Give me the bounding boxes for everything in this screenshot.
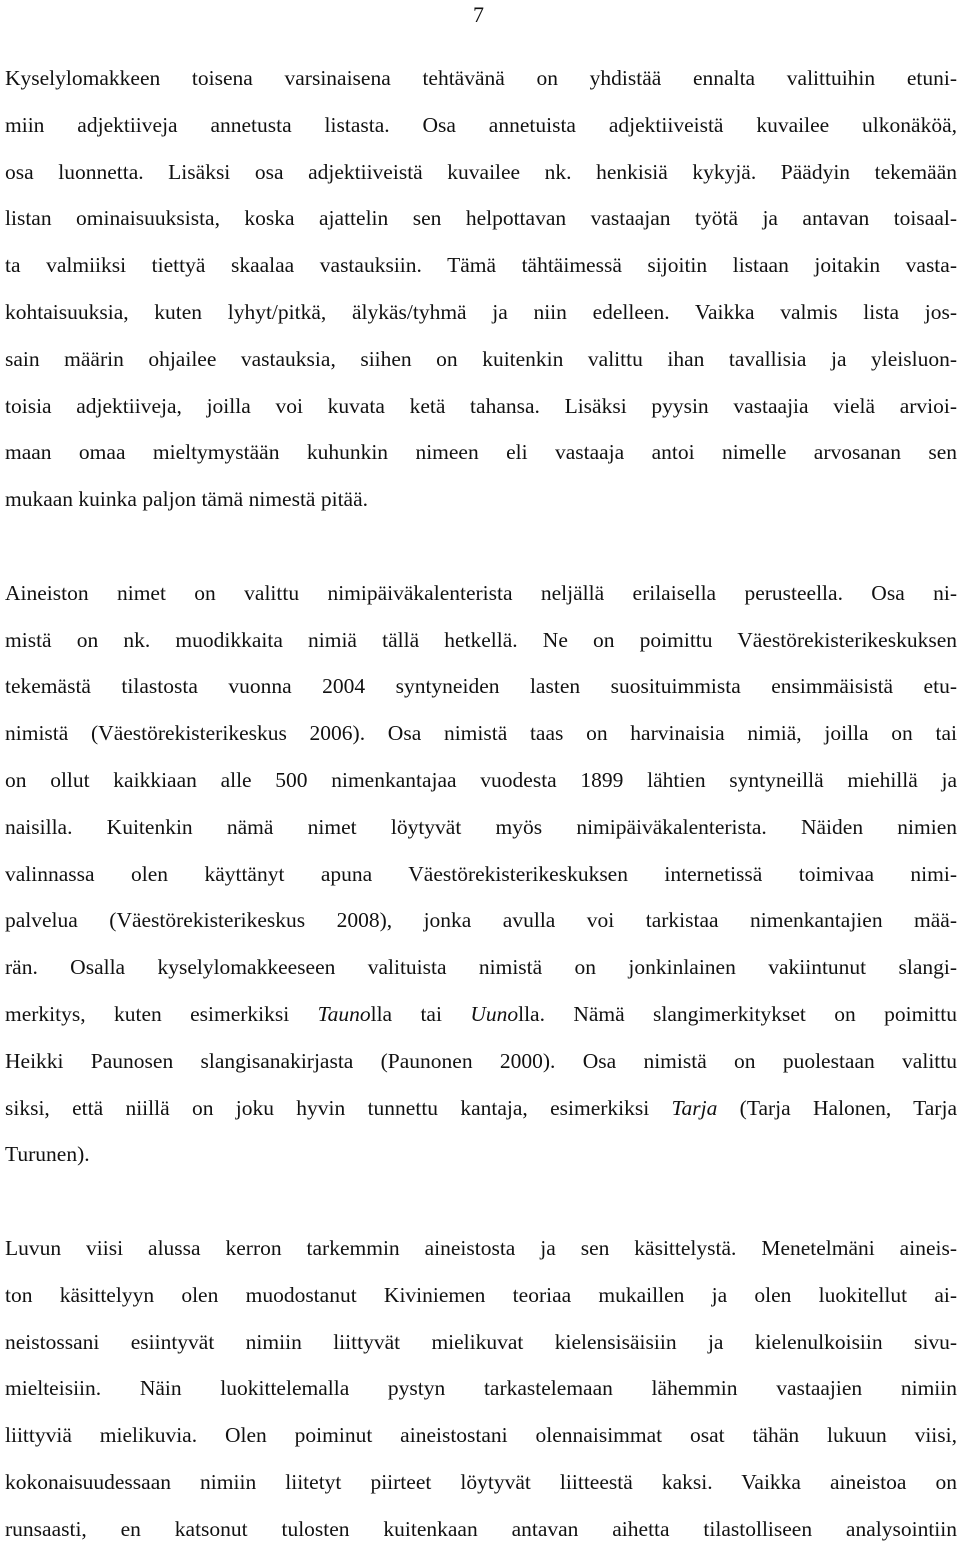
paragraph-chapter-five <box>5 1225 957 1553</box>
page-number: 7 <box>473 2 484 27</box>
text-run: (Tarja Halonen, Tarja <box>717 1095 957 1120</box>
text-line: mukaan kuinka paljon tämä nimestä pitää. <box>5 487 369 512</box>
text-line: runsaasti, en katsonut tulosten kuitenkaan antavan aihetta tilastolliseen analysointiin <box>5 1516 957 1541</box>
text-line: kohtaisuuksia, kuten lyhyt/pitkä, älykäs/tyhmä ja niin edelleen. Vaikka valmis lista jos- <box>5 299 957 324</box>
text-line <box>5 1085 957 1132</box>
text-line <box>5 991 957 1038</box>
text-line: Aineiston nimet on valittu nimipäiväkalenterista neljällä erilaisella perusteella. Osa ni- <box>5 580 957 605</box>
text-line: Heikki Paunosen slangisanakirjasta (Paunonen 2000). Osa nimistä on puolestaan valittu <box>5 1048 957 1073</box>
text-line: sain määrin ohjailee vastauksia, siihen on kuitenkin valittu ihan tavallisia ja yleisluon- <box>5 346 957 371</box>
text-line: kokonaisuudessaan nimiin liitetyt piirteet löytyvät liitteestä kaksi. Vaikka aineistoa on <box>5 1469 957 1494</box>
italic-name-tauno: Tauno <box>317 1001 371 1026</box>
text-run: merkitys, kuten esimerkiksi <box>5 1001 318 1026</box>
text-line: Luvun viisi alussa kerron tarkemmin aineistosta ja sen käsittelystä. Menetelmäni aineis- <box>5 1235 957 1260</box>
text-line: Turunen). <box>5 1142 90 1167</box>
paragraph-questionnaire <box>5 55 957 523</box>
text-run: siksi, että niillä on joku hyvin tunnettu kantaja, esimerkiksi <box>5 1095 672 1120</box>
text-line: listan ominaisuuksista, koska ajattelin sen helpottavan vastaajan työtä ja antavan toisaal- <box>5 206 957 231</box>
text-line: ta valmiiksi tiettyä skaalaa vastauksiin. Tämä tähtäimessä sijoitin listaan joitakin vasta- <box>5 253 957 278</box>
text-line: valinnassa olen käyttänyt apuna Väestörekisterikeskuksen internetissä toimivaa nimi- <box>5 861 957 886</box>
paragraph-material-names <box>5 570 957 1178</box>
text-line: palvelua (Väestörekisterikeskus 2008), jonka avulla voi tarkistaa nimenkantajien mää- <box>5 908 957 933</box>
text-line: miin adjektiiveja annetusta listasta. Osa annetuista adjektiiveistä kuvailee ulkonäköä, <box>5 112 957 137</box>
text-line: on ollut kaikkiaan alle 500 nimenkantajaa vuodesta 1899 lähtien syntyneillä miehillä ja <box>5 767 957 792</box>
text-line: ton käsittelyyn olen muodostanut Kiviniemen teoriaa mukaillen ja olen luokitellut ai- <box>5 1282 957 1307</box>
text-line: neistossani esiintyvät nimiin liittyvät mielikuvat kielensisäisiin ja kielenulkoisiin sivu- <box>5 1329 957 1354</box>
text-run: lla tai <box>370 1001 471 1026</box>
text-run: lla. Nämä slangimerkitykset on poimittu <box>518 1001 957 1026</box>
text-line: liittyviä mielikuvia. Olen poiminut aineistostani olennaisimmat osat tähän lukuun viisi, <box>5 1423 957 1448</box>
text-line: maan omaa mieltymystään kuhunkin nimeen eli vastaaja antoi nimelle arvosanan sen <box>5 440 957 465</box>
paragraph-spacer <box>5 523 957 570</box>
text-line: tekemästä tilastosta vuonna 2004 syntyneiden lasten suosituimmista ensimmäisistä etu- <box>5 674 957 699</box>
italic-name-tarja: Tarja <box>671 1095 718 1120</box>
document-body <box>5 55 957 1553</box>
text-line: osa luonnetta. Lisäksi osa adjektiiveistä kuvailee nk. henkisiä kykyjä. Päädyin tekemään <box>5 159 957 184</box>
text-line: naisilla. Kuitenkin nämä nimet löytyvät myös nimipäiväkalenterista. Näiden nimien <box>5 814 957 839</box>
text-line: nimistä (Väestörekisterikeskus 2006). Osa nimistä taas on harvinaisia nimiä, joilla on tai <box>5 721 957 746</box>
text-line: mistä on nk. muodikkaita nimiä tällä hetkellä. Ne on poimittu Väestörekisterikeskuksen <box>5 627 957 652</box>
text-line: mielteisiin. Näin luokittelemalla pystyn tarkastelemaan lähemmin vastaajien nimiin <box>5 1376 957 1401</box>
italic-name-uuno: Uuno <box>470 1001 519 1026</box>
text-line: toisia adjektiiveja, joilla voi kuvata ketä tahansa. Lisäksi pyysin vastaajia vielä arvioi- <box>5 393 957 418</box>
text-line: rän. Osalla kyselylomakkeeseen valituista nimistä on jonkinlainen vakiintunut slangi- <box>5 955 957 980</box>
text-line: Kyselylomakkeen toisena varsinaisena tehtävänä on yhdistää ennalta valittuihin etuni- <box>5 66 957 90</box>
paragraph-spacer <box>5 1178 957 1225</box>
